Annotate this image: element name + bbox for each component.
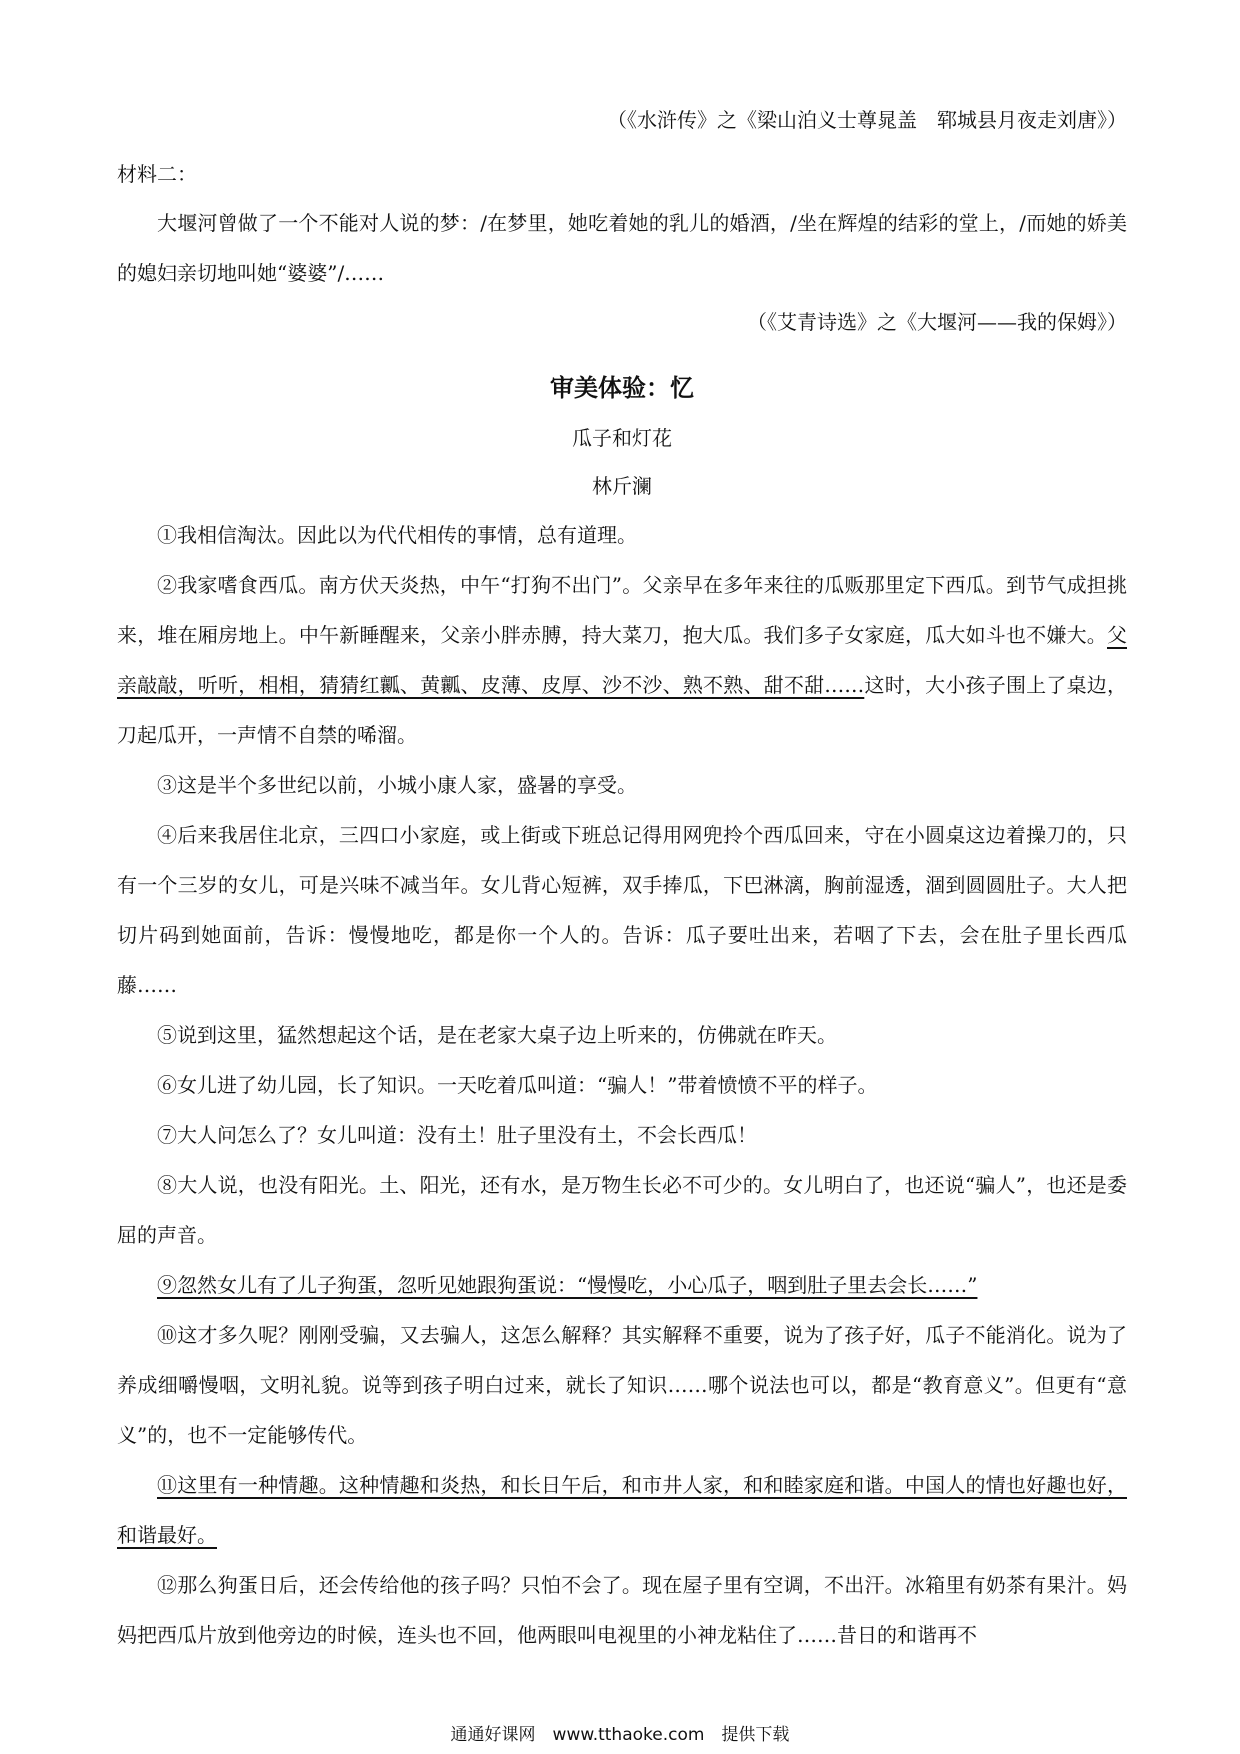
paragraph-7: ⑦大人问怎么了？女儿叫道：没有土！肚子里没有土，不会长西瓜！ <box>157 1123 757 1147</box>
paragraph-2 <box>117 560 1127 760</box>
paragraph-4: ④后来我居住北京，三四口小家庭，或上街或下班总记得用网兜拎个西瓜回来，守在小圆桌这边着操刀的，只有一个三岁的女儿，可是兴味不减当年。女儿背心短裤，双手捧瓜，下巴淋漓，胸前湿透，涸到圆圆肚子。大人把切片码到她面前，告诉：慢慢地吃，都是你一个人的。告诉：瓜子要吐出来，若咽了下去，会在肚子里长西瓜藤…… <box>117 823 1127 997</box>
paragraph-2-part-c: 这时，大小孩子围上了桌边，刀起瓜开，一声情不自禁的唏溜。 <box>117 673 1128 747</box>
paragraph-10: ⑩这才多久呢？刚刚受骗，又去骗人，这怎么解释？其实解释不重要，说为了孩子好，瓜子不能消化。说为了养成细嚼慢咽，文明礼貌。说等到孩子明白过来，就长了知识……哪个说法也可以，都是“教育意义”。但更有“意义”的，也不一定能够传代。 <box>117 1323 1127 1447</box>
material2-poem: 大堰河曾做了一个不能对人说的梦：/在梦里，她吃着她的乳儿的婚酒，/坐在辉煌的结彩的堂上，/而她的娇美的媳妇亲切地叫她“婆婆”/…… <box>117 211 1127 285</box>
paragraph-2-underlined: 父亲敲敲，听听，相相，猜猜红瓤、黄瓤、皮薄、皮厚、沙不沙、熟不熟、甜不甜…… <box>117 623 1127 697</box>
essay-author: 林斤澜 <box>592 474 652 498</box>
paragraph-12: ⑫那么狗蛋日后，还会传给他的孩子吗？只怕不会了。现在屋子里有空调，不出汗。冰箱里有奶茶有果汁。妈妈把西瓜片放到他旁边的时候，连头也不回，他两眼叫电视里的小神龙粘住了……昔日的和谐再不 <box>117 1573 1127 1647</box>
paragraph-9-underlined: ⑨忽然女儿有了儿子狗蛋，忽听见她跟狗蛋说：“慢慢吃，小心瓜子，咽到肚子里去会长……” <box>157 1273 978 1297</box>
material1-source: （《水浒传》之《梁山泊义士尊晁盖 郓城县月夜走刘唐》） <box>607 108 1127 132</box>
paragraph-3: ③这是半个多世纪以前，小城小康人家，盛暑的享受。 <box>157 773 637 797</box>
page-footer: 通通好课网 www.tthaoke.com 提供下载 <box>450 1725 790 1745</box>
material2-source: （《艾青诗选》之《大堰河——我的保姆》） <box>747 310 1127 334</box>
paragraph-2-part-a: ②我家嗜食西瓜。南方伏天炎热，中午“打狗不出门”。父亲早在多年来往的瓜贩那里定下西瓜。到节气成担挑来，堆在厢房地上。中午新睡醒来，父亲小胖赤膊，持大菜刀，抱大瓜。我们多子女家庭，瓜大如斗也不嫌大。 <box>117 573 1127 647</box>
paragraph-6: ⑥女儿进了幼儿园，长了知识。一天吃着瓜叫道：“骗人！”带着愤愤不平的样子。 <box>157 1073 878 1097</box>
paragraph-9 <box>117 1260 1127 1310</box>
page-content <box>117 96 1127 1660</box>
paragraph-8: ⑧大人说，也没有阳光。土、阳光，还有水，是万物生长必不可少的。女儿明白了，也还说“骗人”，也还是委屈的声音。 <box>117 1173 1127 1247</box>
paragraph-11-underlined: ⑪这里有一种情趣。这种情趣和炎热，和长日午后，和市井人家，和和睦家庭和谐。中国人的情也好趣也好，和谐最好。 <box>117 1473 1127 1547</box>
essay-title: 瓜子和灯花 <box>572 426 672 450</box>
section-title: 审美体验：忆 <box>550 374 694 402</box>
paragraph-11 <box>117 1460 1127 1560</box>
material2-label: 材料二： <box>117 162 197 186</box>
paragraph-1: ①我相信淘汰。因此以为代代相传的事情，总有道理。 <box>157 523 637 547</box>
paragraph-5: ⑤说到这里，猛然想起这个话，是在老家大桌子边上听来的，仿佛就在昨天。 <box>157 1023 837 1047</box>
